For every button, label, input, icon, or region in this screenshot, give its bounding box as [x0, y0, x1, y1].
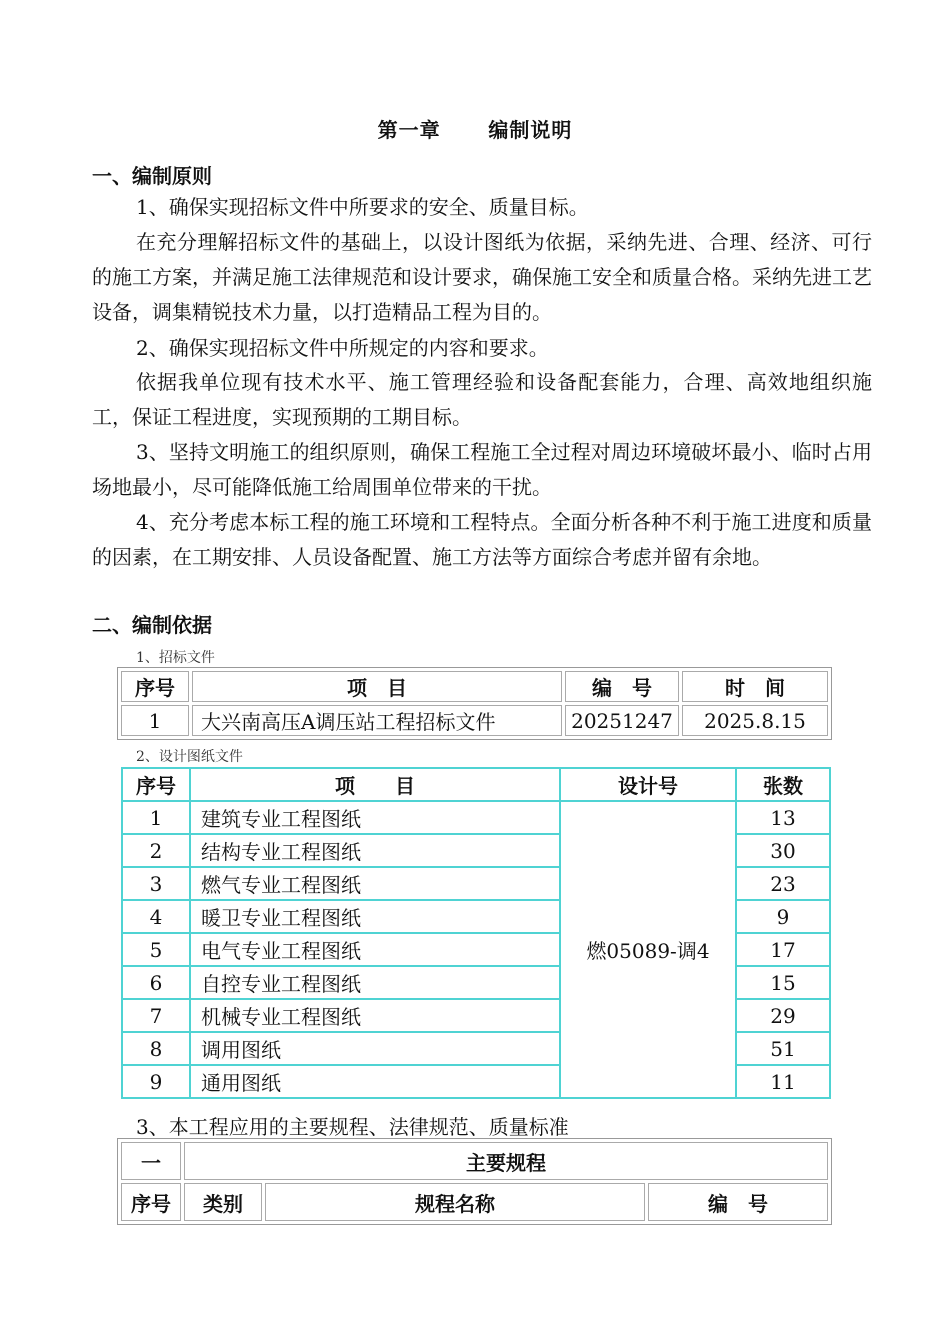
table-row: [122, 801, 830, 834]
cell-item: 大兴南高压A调压站工程招标文件: [192, 705, 562, 736]
cell-count: 23: [736, 867, 830, 900]
cell-count: 11: [736, 1065, 830, 1098]
cell-item: 调用图纸: [190, 1032, 560, 1065]
cell-no: 4: [122, 900, 190, 933]
col-header-category: 类别: [184, 1183, 262, 1221]
col-header-no: 序号: [121, 671, 189, 702]
cell-item: 暖卫专业工程图纸: [190, 900, 560, 933]
paragraph-1: 1、确保实现招标文件中所要求的安全、质量目标。: [136, 195, 589, 219]
cell-no: 5: [122, 933, 190, 966]
cell-item: 自控专业工程图纸: [190, 966, 560, 999]
col-header-item: 项 目: [192, 671, 562, 702]
section1-heading: 一、编制原则: [92, 164, 212, 188]
col-header-item: 项 目: [190, 768, 560, 801]
cell-design-no: 燃05089-调4: [560, 801, 736, 1098]
subheading-standards: 3、本工程应用的主要规程、法律规范、质量标准: [136, 1115, 569, 1139]
col-header-count: 张数: [736, 768, 830, 801]
col-header-no: 序号: [122, 768, 190, 801]
cell-count: 13: [736, 801, 830, 834]
table-group-row: [121, 1142, 828, 1180]
paragraph-5: 3、坚持文明施工的组织原则，确保工程施工全过程对周边环境破坏最小、临时占用场地最小，尽可能降低施工给周围单位带来的干扰。: [92, 440, 872, 499]
cell-item: 机械专业工程图纸: [190, 999, 560, 1032]
cell-count: 51: [736, 1032, 830, 1065]
cell-count: 29: [736, 999, 830, 1032]
cell-no: 3: [122, 867, 190, 900]
col-header-name: 规程名称: [265, 1183, 645, 1221]
cell-count: 30: [736, 834, 830, 867]
cell-no: 8: [122, 1032, 190, 1065]
cell-item: 建筑专业工程图纸: [190, 801, 560, 834]
cell-item: 电气专业工程图纸: [190, 933, 560, 966]
col-header-code: 编 号: [565, 671, 679, 702]
group-no: 一: [121, 1142, 181, 1180]
cell-no: 1: [121, 705, 189, 736]
cell-no: 7: [122, 999, 190, 1032]
table-header-row: [121, 671, 828, 702]
paragraph-2: 在充分理解招标文件的基础上，以设计图纸为依据，采纳先进、合理、经济、可行的施工方案，并满足施工法律规范和设计要求，确保施工安全和质量合格。采纳先进工艺设备，调集精锐技术力量，以打造精品工程为目的。: [92, 230, 872, 324]
cell-item: 燃气专业工程图纸: [190, 867, 560, 900]
cell-no: 1: [122, 801, 190, 834]
cell-no: 2: [122, 834, 190, 867]
cell-item: 结构专业工程图纸: [190, 834, 560, 867]
section2-heading: 二、编制依据: [92, 613, 212, 637]
cell-code: 20251247: [565, 705, 679, 736]
chapter-title: 第一章 编制说明: [377, 118, 573, 142]
col-header-date: 时 间: [682, 671, 828, 702]
cell-item: 通用图纸: [190, 1065, 560, 1098]
cell-count: 9: [736, 900, 830, 933]
col-header-design-no: 设计号: [560, 768, 736, 801]
paragraph-6: 4、充分考虑本标工程的施工环境和工程特点。全面分析各种不利于施工进度和质量的因素，在工期安排、人员设备配置、施工方法等方面综合考虑并留有余地。: [92, 510, 872, 569]
cell-count: 15: [736, 966, 830, 999]
table-row: [121, 705, 828, 736]
col-header-no: 序号: [121, 1183, 181, 1221]
paragraph-3: 2、确保实现招标文件中所规定的内容和要求。: [136, 336, 549, 360]
cell-count: 17: [736, 933, 830, 966]
tender-docs-table: [117, 667, 832, 740]
table-header-row: [122, 768, 830, 801]
group-title: 主要规程: [184, 1142, 828, 1180]
table-header-row: [121, 1183, 828, 1221]
cell-no: 9: [122, 1065, 190, 1098]
cell-no: 6: [122, 966, 190, 999]
paragraph-4: 依据我单位现有技术水平、施工管理经验和设备配套能力，合理、高效地组织施工，保证工程进度，实现预期的工期目标。: [92, 370, 872, 429]
subheading-tender-docs: 1、招标文件: [136, 650, 215, 666]
standards-table: [117, 1138, 832, 1225]
cell-date: 2025.8.15: [682, 705, 828, 736]
col-header-code: 编 号: [648, 1183, 828, 1221]
subheading-drawings: 2、设计图纸文件: [136, 749, 243, 765]
drawings-table: [121, 767, 831, 1099]
